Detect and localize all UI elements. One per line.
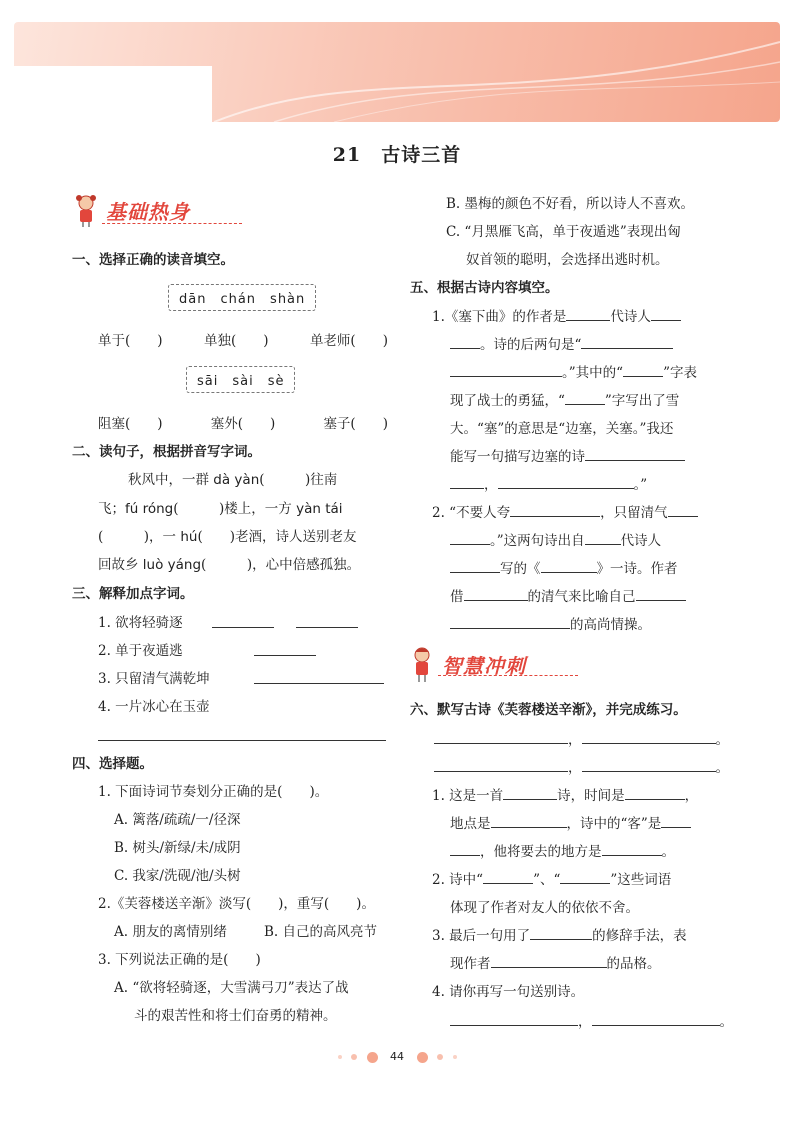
q2-line2 [98, 497, 343, 517]
pinyin: hú [180, 529, 198, 545]
dot-decoration [367, 1052, 378, 1063]
text: 》一诗。作者 [596, 561, 678, 577]
answer-blank[interactable] [582, 757, 716, 772]
q4-option[interactable]: C. “月黑雁飞高，单于夜遁逃”表现出匈 [446, 224, 681, 240]
banner-cutout [14, 66, 212, 126]
answer-blank[interactable] [565, 390, 605, 405]
pinyin-box-1: dān chán shàn [168, 284, 316, 311]
q4-option-cont: 奴首领的聪明，会选择出逃时机。 [466, 252, 669, 268]
answer-blank[interactable] [623, 362, 663, 377]
text: ，他将要去的地方是 [480, 844, 602, 860]
q6-poem-line [434, 728, 729, 748]
text: 写的《 [500, 561, 541, 577]
answer-blank[interactable] [585, 530, 621, 545]
answer-blank[interactable] [636, 586, 686, 601]
text: 代诗人 [620, 533, 662, 549]
page-title: 21 古诗三首 [332, 144, 462, 166]
answer-blank[interactable] [582, 729, 716, 744]
q5-line [450, 333, 673, 353]
q6-line [450, 812, 691, 832]
answer-blank[interactable] [510, 502, 600, 517]
text: 现作者 [450, 956, 491, 972]
text: ( )往南 [259, 472, 338, 488]
section-badge-warmup [72, 193, 190, 227]
answer-blank[interactable] [585, 446, 685, 461]
answer-blank[interactable] [296, 613, 358, 628]
answer-blank[interactable] [592, 1011, 720, 1026]
q1-row2-item: 塞外( ) [210, 416, 276, 432]
text: ， [484, 477, 498, 493]
text: 3. 最后一句用了 [432, 928, 531, 944]
q6-line [432, 784, 698, 804]
q5-line [450, 473, 647, 493]
q1-row2-item: 阻塞( ) [98, 416, 163, 432]
answer-blank[interactable] [602, 841, 662, 856]
answer-blank[interactable] [450, 558, 500, 573]
q4-question: 1. 下面诗词节奏划分正确的是( )。 [98, 784, 329, 800]
q1-row1-item: 单老师( ) [309, 333, 388, 349]
q3-item: 3. 只留清气满乾坤 [98, 671, 210, 687]
answer-blank[interactable] [254, 669, 384, 684]
text: ， [684, 788, 699, 804]
boy-mascot-icon [408, 645, 438, 683]
answer-blank[interactable] [450, 334, 480, 349]
q4-option[interactable]: A. “欲将轻骑逐，大雪满弓刀”表达了战 [114, 980, 349, 996]
q6-line [432, 868, 671, 888]
q1-row1-item: 单独( ) [203, 333, 269, 349]
text: ， [578, 1014, 592, 1030]
text: ( )楼上，一方 [173, 501, 297, 517]
q5-line [450, 613, 651, 633]
q4-question: 2.《芙蓉楼送辛渐》淡写( )，重写( )。 [98, 896, 375, 912]
badge-underline [438, 673, 578, 676]
answer-blank[interactable] [581, 334, 673, 349]
text: ， [568, 732, 582, 748]
q4-option[interactable]: B. 墨梅的颜色不好看，所以诗人不喜欢。 [446, 196, 695, 212]
q4-option[interactable]: A. 朋友的离情别绪 [114, 924, 227, 940]
pinyin: luò yáng [142, 557, 202, 573]
pinyin: dà yàn [213, 472, 260, 488]
q3-heading: 三、解释加点字词。 [72, 586, 194, 602]
q2-line4 [98, 553, 360, 573]
page-footer [0, 1050, 794, 1063]
text: 诗，时间是 [557, 788, 625, 804]
answer-blank[interactable] [651, 306, 681, 321]
text: ( )老酒，诗人送别老友 [197, 529, 357, 545]
q4-option[interactable]: C. 我家/洗砚/池/头树 [114, 868, 241, 884]
text: ，诗中的“客”是 [566, 816, 662, 832]
q6-line [450, 952, 661, 972]
q5-line [432, 305, 681, 325]
badge-underline [102, 221, 242, 224]
dot-decoration [437, 1054, 443, 1060]
answer-blank[interactable] [450, 362, 562, 377]
q6-heading: 六、默写古诗《芙蓉楼送辛渐》，并完成练习。 [410, 702, 687, 718]
badge-label: 智慧冲刺 [442, 653, 526, 678]
text: ”字写出了雪 [604, 393, 680, 409]
q2-heading: 二、读句子，根据拼音写字词。 [72, 444, 261, 460]
q2-line1 [128, 468, 337, 488]
pinyin: yàn tái [296, 501, 343, 517]
q5-line [450, 529, 661, 549]
text: 。”其中的“ [562, 365, 624, 381]
text: 秋风中，一群 [128, 472, 214, 488]
text: 。 [719, 1014, 733, 1030]
answer-blank[interactable] [450, 1011, 578, 1026]
q6-poem-line [434, 756, 729, 776]
q4-question: 3. 下列说法正确的是( ) [98, 952, 261, 968]
answer-blank[interactable] [668, 502, 698, 517]
answer-blank[interactable] [98, 726, 386, 741]
dot-decoration [417, 1052, 428, 1063]
q5-heading: 五、根据古诗内容填空。 [410, 280, 559, 296]
text: 能写一句描写边塞的诗 [450, 449, 585, 465]
q5-line [450, 585, 686, 605]
q1-row2-item: 塞子( ) [323, 416, 388, 432]
text: 。”这两句诗出自 [490, 533, 585, 549]
answer-blank[interactable] [498, 474, 634, 489]
text: 回故乡 [98, 557, 143, 573]
text: 的修辞手法，表 [592, 928, 687, 944]
text: ( )，心中倍感孤独。 [201, 557, 361, 573]
q6-line [450, 1010, 733, 1030]
answer-blank[interactable] [450, 530, 490, 545]
text: 的高尚情操。 [570, 617, 651, 633]
q3-item: 2. 单于夜遁逃 [98, 643, 183, 659]
q5-line: 大。“塞”的意思是“边塞，关塞。”我还 [450, 421, 674, 437]
answer-blank[interactable] [503, 785, 557, 800]
answer-blank[interactable] [483, 869, 533, 884]
q4-option[interactable]: A. 篱落/疏疏/一/径深 [114, 812, 241, 828]
text: 地点是 [450, 816, 491, 832]
dot-decoration [453, 1055, 457, 1059]
q4-option[interactable]: B. 自己的高风亮节 [264, 924, 378, 940]
q1-row1-item: 单于( ) [98, 333, 163, 349]
q6-line: 体现了作者对友人的依依不舍。 [450, 900, 639, 916]
text: 。” [633, 477, 648, 493]
answer-blank[interactable] [491, 953, 607, 968]
section-badge-challenge [408, 645, 526, 683]
girl-mascot-icon [72, 193, 102, 227]
text: 。 [661, 844, 675, 860]
pinyin-box-2: sāi sài sè [186, 366, 295, 393]
answer-blank[interactable] [625, 785, 685, 800]
q5-line [450, 557, 678, 577]
q5-line [450, 389, 679, 409]
q1-row2 [98, 412, 388, 432]
text: ”这些词语 [610, 872, 672, 888]
text: 代诗人 [610, 309, 651, 325]
text: 1.《塞下曲》的作者是 [432, 309, 567, 325]
text: 2. “不要人夸 [432, 505, 511, 521]
text: 。诗的后两句是“ [480, 337, 582, 353]
q6-line: 4. 请你再写一句送别诗。 [432, 984, 585, 1000]
text: 现了战士的勇猛，“ [450, 393, 565, 409]
q1-row1 [98, 329, 388, 349]
pinyin: fú róng [125, 501, 174, 517]
answer-blank[interactable] [491, 813, 567, 828]
q4-option-cont: 斗的艰苦性和将士们奋勇的精神。 [134, 1008, 337, 1024]
text: ，只留清气 [600, 505, 668, 521]
answer-blank[interactable] [434, 757, 568, 772]
q3-item: 4. 一片冰心在玉壶 [98, 699, 210, 715]
answer-blank[interactable] [541, 558, 597, 573]
q1-heading: 一、选择正确的读音填空。 [72, 252, 234, 268]
q3-item: 1. 欲将轻骑逐 [98, 615, 183, 631]
q6-line [432, 924, 687, 944]
text: 飞； [98, 501, 125, 517]
dot-decoration [338, 1055, 342, 1059]
q5-line [450, 361, 697, 381]
answer-blank[interactable] [560, 869, 610, 884]
text: 的清气来比喻自己 [527, 589, 636, 605]
dot-decoration [351, 1054, 357, 1060]
answer-blank[interactable] [661, 813, 691, 828]
answer-blank[interactable] [254, 641, 316, 656]
q5-line [450, 445, 685, 465]
text: 借 [450, 589, 464, 605]
text: ”字表 [663, 365, 697, 381]
text: 2. 诗中“ [432, 872, 484, 888]
answer-blank[interactable] [464, 586, 528, 601]
q6-line [450, 840, 675, 860]
text: 。 [715, 760, 729, 776]
badge-label: 基础热身 [106, 199, 190, 224]
text: 的品格。 [606, 956, 661, 972]
answer-blank[interactable] [450, 841, 480, 856]
answer-blank[interactable] [566, 306, 610, 321]
q2-line3 [98, 525, 357, 545]
answer-blank[interactable] [434, 729, 568, 744]
page-number: 44 [390, 1050, 404, 1063]
answer-blank[interactable] [450, 474, 484, 489]
text: 1. 这是一首 [432, 788, 504, 804]
q4-heading: 四、选择题。 [72, 756, 153, 772]
text: ， [568, 760, 582, 776]
text: 。 [715, 732, 729, 748]
answer-blank[interactable] [530, 925, 592, 940]
q5-line [432, 501, 698, 521]
answer-blank[interactable] [212, 613, 274, 628]
text: ”、“ [533, 872, 561, 888]
q4-option[interactable]: B. 树头/新绿/未/成阴 [114, 840, 241, 856]
text: ( )，一 [98, 529, 181, 545]
answer-blank[interactable] [450, 614, 570, 629]
